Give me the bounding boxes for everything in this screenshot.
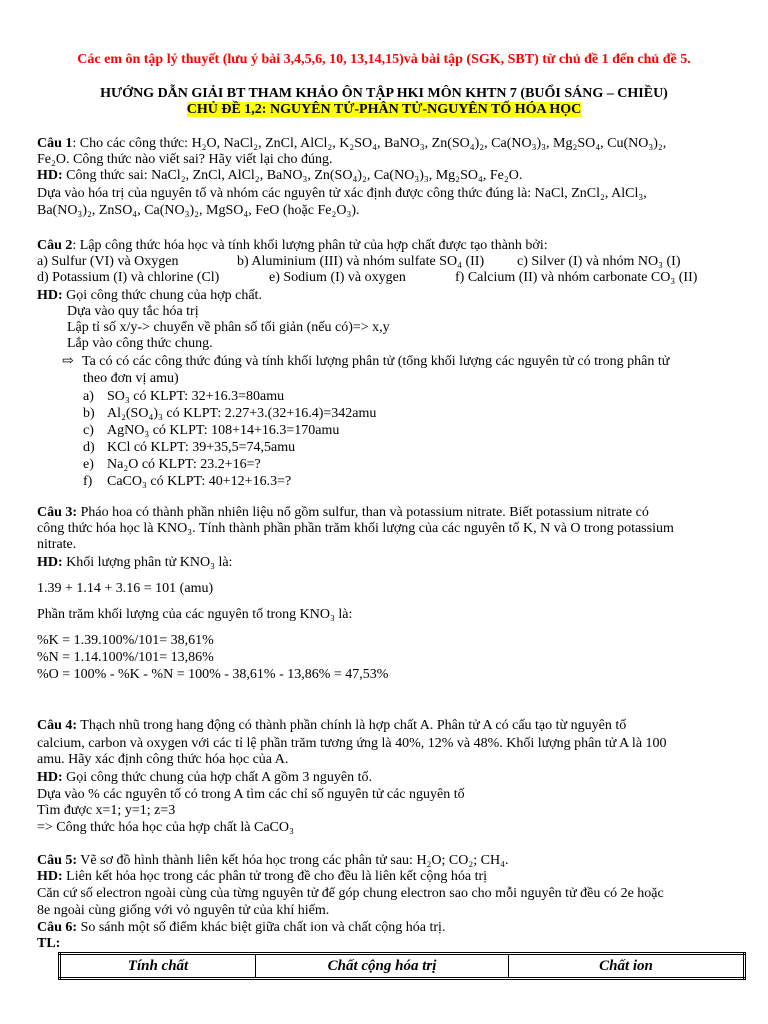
q5-label: Câu 5: [37, 853, 78, 868]
q1-hd-label: HD: [37, 168, 63, 183]
list-item-text: KCl có KLPT: 39+35,5=74,5amu [107, 440, 296, 455]
q1-label: Câu 1 [37, 136, 73, 151]
q4-hd-label: HD: [37, 770, 63, 785]
q4-question-line2: calcium, carbon và oxygen với các tỉ lệ phần trăm tương ứng là 40%, 12% và 48%. Khối lượng phân tử A là 100 [37, 736, 667, 751]
q2-option-a: a) Sulfur (VI) và Oxygen [37, 254, 179, 269]
q2-text: : Lập công thức hóa học và tính khối lượng phân tử của hợp chất được tạo thành bởi: [72, 238, 548, 253]
list-item-text: Al₂(SO₄)₃ có KLPT: 2.27+3.(32+16.4)=342amu [107, 406, 377, 421]
q4-hd-line4: => Công thức hóa học của hợp chất là CaCO₃ [37, 820, 294, 835]
q2-hd-line3: Lập tỉ số x/y-> chuyển về phân số tối giản (nếu có)=> x,y [67, 320, 390, 335]
q2-hd-line2: Dựa vào quy tắc hóa trị [67, 304, 199, 319]
q3-hd1: Khối lượng phân tử KNO₃ là: [62, 555, 233, 570]
list-item-marker: c) [83, 423, 94, 438]
q3-question-line3: nitrate. [37, 537, 77, 552]
q3-percent-o: %O = 100% - %K - %N = 100% - 38,61% - 13,86% = 47,53% [37, 667, 389, 682]
q4-hd-line2: Dựa vào % các nguyên tố có trong A tìm các chỉ số nguyên tử các nguyên tố [37, 787, 465, 802]
q4-hd-line3: Tìm được x=1; y=1; z=3 [37, 803, 176, 818]
comparison-table [58, 952, 746, 980]
list-item [83, 457, 261, 473]
q4-question-line1 [37, 718, 626, 734]
review-notice: Các em ôn tập lý thuyết (lưu ý bài 3,4,5,6, 10, 13,14,15)và bài tập (SGK, SBT) từ chủ đề 1 đến chủ đề 5. [77, 52, 691, 67]
q4-hd-line1 [37, 770, 372, 786]
q1-question-line1 [37, 136, 666, 152]
list-item-text: AgNO₃ có KLPT: 108+14+16.3=170amu [107, 423, 340, 438]
list-item-text: CaCO₃ có KLPT: 40+12+16.3=? [107, 474, 292, 489]
q2-option-f: f) Calcium (II) và nhóm carbonate CO₃ (II) [455, 270, 698, 285]
q1-hd-line1 [37, 168, 522, 184]
list-item [83, 406, 376, 422]
q3-hd-line1 [37, 555, 232, 571]
q3-percent-k: %K = 1.39.100%/101= 38,61% [37, 633, 214, 648]
q2-hd-line5 [62, 354, 669, 370]
document-title: HƯỚNG DẪN GIẢI BT THAM KHẢO ÔN TẬP HKI MÔN KHTN 7 (BUỔI SÁNG – CHIỀU) [100, 86, 668, 101]
table-header-cell: Tính chất [60, 954, 256, 979]
q3-label: Câu 3: [37, 505, 78, 520]
list-item [83, 423, 339, 439]
list-item [83, 440, 295, 456]
q6-label: Câu 6: [37, 920, 78, 935]
table-header-cell: Chất cộng hóa trị [256, 954, 509, 979]
q1-hd-line2: Dựa vào hóa trị của nguyên tố và nhóm các nguyên tử xác định được công thức đúng là: NaCl, ZnCl₂, AlCl₃, [37, 186, 647, 201]
q1-hd1: Công thức sai: NaCl₂, ZnCl, AlCl₂, BaNO₃, Zn(SO₄)₂, Ca(NO₃)₃, Mg₂SO₄, Fe₂O. [62, 168, 523, 183]
q5-question [37, 853, 508, 869]
q2-hd5: Ta có có các công thức đúng và tính khối lượng phân tử (tổng khối lượng các nguyên tử có trong phân tử [82, 354, 670, 369]
list-item [83, 474, 291, 490]
list-item-text: Na₂O có KLPT: 23.2+16=? [107, 457, 261, 472]
q2-question [37, 238, 548, 254]
q2-option-b: b) Aluminium (III) và nhóm sulfate SO₄ (II) [237, 254, 485, 269]
q2-option-c: c) Silver (I) và nhóm NO₃ (I) [517, 254, 681, 269]
q2-option-d: d) Potassium (I) và chlorine (Cl) [37, 270, 220, 285]
list-item-marker: b) [83, 406, 95, 421]
q5-hd1: Liên kết hóa học trong các phân tử trong đề cho đều là liên kết cộng hóa trị [62, 869, 488, 884]
q3-text1: Pháo hoa có thành phần nhiên liệu nổ gồm sulfur, than và potassium nitrate. Biết potassium nitrate có [77, 505, 649, 520]
list-item [83, 389, 284, 405]
table-header-cell: Chất ion [509, 954, 745, 979]
topic-heading: CHỦ ĐỀ 1,2: NGUYÊN TỬ-PHÂN TỬ-NGUYÊN TỐ HÓA HỌC [186, 102, 582, 117]
q3-question-line1 [37, 505, 649, 521]
list-item-marker: e) [83, 457, 94, 472]
q5-text: Vẽ sơ đồ hình thành liên kết hóa học trong các phân tử sau: H₂O; CO₂; CH₄. [77, 853, 509, 868]
q2-option-e: e) Sodium (I) và oxygen [269, 270, 406, 285]
q4-question-line3: amu. Hãy xác định công thức hóa học của A. [37, 752, 289, 767]
q3-percent-n: %N = 1.14.100%/101= 13,86% [37, 650, 214, 665]
q6-tl-label: TL: [37, 936, 61, 951]
q3-hd-label: HD: [37, 555, 63, 570]
q4-text1: Thạch nhũ trong hang động có thành phần chính là hợp chất A. Phân tử A có cấu tạo từ nguyên tố [77, 718, 627, 733]
table-header-row [60, 954, 745, 979]
q1-hd-line3: Ba(NO₃)₂, ZnSO₄, Ca(NO₃)₂, MgSO₄, FeO (hoặc Fe₂O₃). [37, 203, 360, 218]
q4-label: Câu 4: [37, 718, 78, 733]
list-item-marker: d) [83, 440, 95, 455]
q2-hd-line4: Lắp vào công thức chung. [67, 336, 213, 351]
q5-hd-line1 [37, 869, 487, 885]
q5-hd-line3: 8e ngoài cùng giống với vỏ nguyên tử của khí hiếm. [37, 903, 330, 918]
q5-hd-line2: Căn cứ số electron ngoài cùng của từng nguyên tử để góp chung electron sao cho mỗi nguyên tử đều có 2e hoặc [37, 886, 664, 901]
q1-question-line2: Fe₂O. Công thức nào viết sai? Hãy viết lại cho đúng. [37, 152, 333, 167]
q3-question-line2: công thức hóa học là KNO₃. Tính thành phần phần trăm khối lượng của các nguyên tố K, N và O trong potassium [37, 521, 674, 536]
q2-hd-line1 [37, 288, 262, 304]
q3-calc: 1.39 + 1.14 + 3.16 = 101 (amu) [37, 581, 214, 596]
q3-percent-title: Phần trăm khối lượng của các nguyên tố trong KNO₃ là: [37, 607, 353, 622]
q6-text: So sánh một số điểm khác biệt giữa chất ion và chất cộng hóa trị. [77, 920, 446, 935]
document-subtitle [0, 102, 768, 118]
q5-hd-label: HD: [37, 869, 63, 884]
list-item-marker: f) [83, 474, 93, 489]
list-item-text: SO₃ có KLPT: 32+16.3=80amu [107, 389, 285, 404]
list-item-marker: a) [83, 389, 94, 404]
q4-hd1: Gọi công thức chung của hợp chất A gồm 3 nguyên tố. [62, 770, 372, 785]
q2-hd1: Gọi công thức chung của hợp chất. [62, 288, 262, 303]
q2-hd-line6: theo đơn vị amu) [83, 371, 179, 386]
q2-hd-label: HD: [37, 288, 63, 303]
q1-text1: : Cho các công thức: H₂O, NaCl₂, ZnCl, AlCl₂, K₂SO₄, BaNO₃, Zn(SO₄)₂, Ca(NO₃)₃, Mg₂SO₄, Cu(NO₃)₂, [72, 136, 667, 151]
q6-question [37, 920, 445, 936]
arrow-right-icon: ⇨ [62, 354, 74, 369]
q2-label: Câu 2 [37, 238, 73, 253]
